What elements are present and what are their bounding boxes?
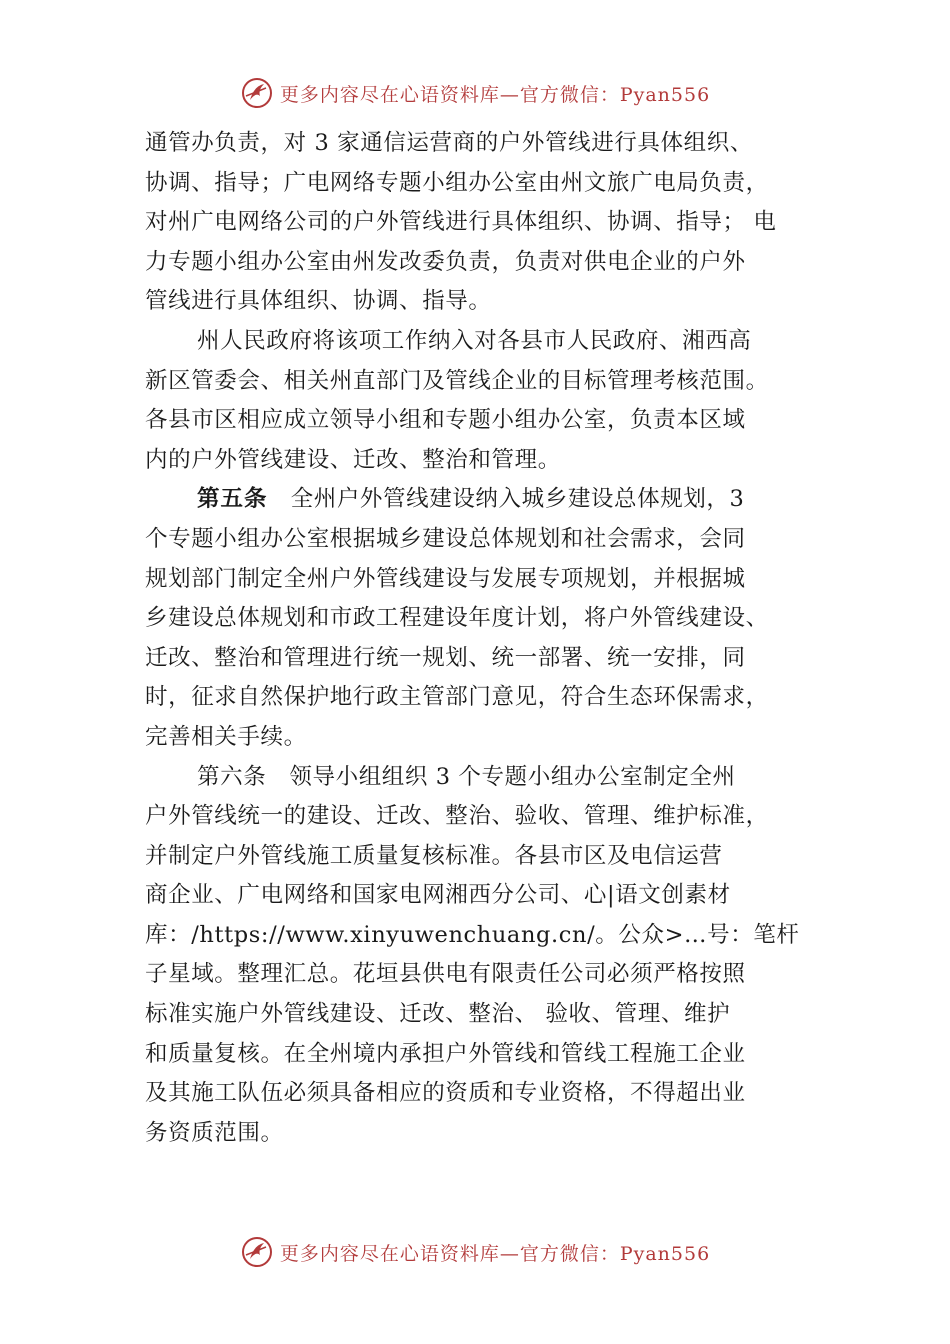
text-line <box>145 995 825 1035</box>
line-text: 通管办负责，对 3 家通信运营商的户外管线进行具体组织、 <box>145 130 753 156</box>
article-heading: 第五条 <box>197 486 268 513</box>
line-text: 迁改、整治和管理进行统一规划、统一部署、统一安排，同 <box>145 644 746 671</box>
line-text: 第六条 领导小组组织 3 个专题小组办公室制定全州 <box>197 763 736 790</box>
line-text: 内的户外管线建设、迁改、整治和管理。 <box>145 446 561 473</box>
banner-text: 更多内容尽在心语资料库—官方微信：Pyan556 <box>279 83 711 106</box>
line-text: 乡建设总体规划和市政工程建设年度计划，将户外管线建设、 <box>145 605 769 632</box>
line-text: 户外管线统一的建设、迁改、整治、验收、管理、维护标准， <box>145 803 769 830</box>
flame-circle-logo-icon <box>240 76 274 110</box>
text-line <box>145 203 825 243</box>
text-line <box>145 480 825 520</box>
text-line <box>145 876 825 916</box>
text-line <box>145 758 825 798</box>
line-text: 和质量复核。在全州境内承担户外管线和管线工程施工企业 <box>145 1040 746 1067</box>
footer-banner <box>0 1232 950 1272</box>
text-line <box>145 916 825 956</box>
line-text: 协调、指导；广电网络专题小组办公室由州文旅广电局负责， <box>145 169 769 196</box>
line-text: 个专题小组办公室根据城乡建设总体规划和社会需求，会同 <box>145 525 746 552</box>
line-text: 管线进行具体组织、协调、指导。 <box>145 288 492 315</box>
line-text: 新区管委会、相关州直部门及管线企业的目标管理考核范围。 <box>145 367 769 394</box>
text-line <box>145 1114 825 1154</box>
text-line <box>145 718 825 758</box>
line-text: 时，征求自然保护地行政主管部门意见，符合生态环保需求， <box>145 684 769 711</box>
line-text: 务资质范围。 <box>145 1119 284 1146</box>
text-line <box>145 441 825 481</box>
text-line <box>145 797 825 837</box>
text-line <box>145 837 825 877</box>
text-line <box>145 124 825 164</box>
text-line <box>145 401 825 441</box>
line-text: 子星域。整理汇总。花垣县供电有限责任公司必须严格按照 <box>145 961 746 988</box>
document-body <box>145 124 825 1153</box>
text-line <box>145 362 825 402</box>
text-line <box>145 164 825 204</box>
text-line <box>145 560 825 600</box>
text-line <box>145 282 825 322</box>
text-line <box>145 678 825 718</box>
text-line <box>145 1035 825 1075</box>
line-text: 完善相关手续。 <box>145 723 307 750</box>
line-text: 州人民政府将该项工作纳入对各县市人民政府、湘西高 <box>197 327 752 354</box>
line-text: 商企业、广电网络和国家电网湘西分公司、心|语文创素材 <box>145 882 731 909</box>
banner-text: 更多内容尽在心语资料库—官方微信：Pyan556 <box>279 1242 711 1265</box>
line-text: 对州广电网络公司的户外管线进行具体组织、协调、指导； 电 <box>145 209 777 236</box>
text-line <box>145 639 825 679</box>
text-line <box>145 322 825 362</box>
line-text: 并制定户外管线施工质量复核标准。各县市区及电信运营 <box>145 842 723 869</box>
line-text: 各县市区相应成立领导小组和专题小组办公室，负责本区域 <box>145 407 746 434</box>
line-text: 标准实施户外管线建设、迁改、整治、 验收、管理、维护 <box>145 1001 731 1028</box>
text-line <box>145 243 825 283</box>
line-text: 全州户外管线建设纳入城乡建设总体规划，3 <box>267 486 745 513</box>
header-banner <box>0 73 950 113</box>
line-text: 规划部门制定全州户外管线建设与发展专项规划，并根据城 <box>145 565 746 592</box>
line-text: 及其施工队伍必须具备相应的资质和专业资格，不得超出业 <box>145 1080 746 1107</box>
text-line <box>145 955 825 995</box>
line-text: 库：/https://www.xinyuwenchuang.cn/。公众>…号：笔杆 <box>145 921 800 948</box>
text-line <box>145 520 825 560</box>
text-line <box>145 1074 825 1114</box>
text-line <box>145 599 825 639</box>
flame-circle-logo-icon <box>240 1235 274 1269</box>
line-text: 力专题小组办公室由州发改委负责，负责对供电企业的户外 <box>145 248 746 275</box>
